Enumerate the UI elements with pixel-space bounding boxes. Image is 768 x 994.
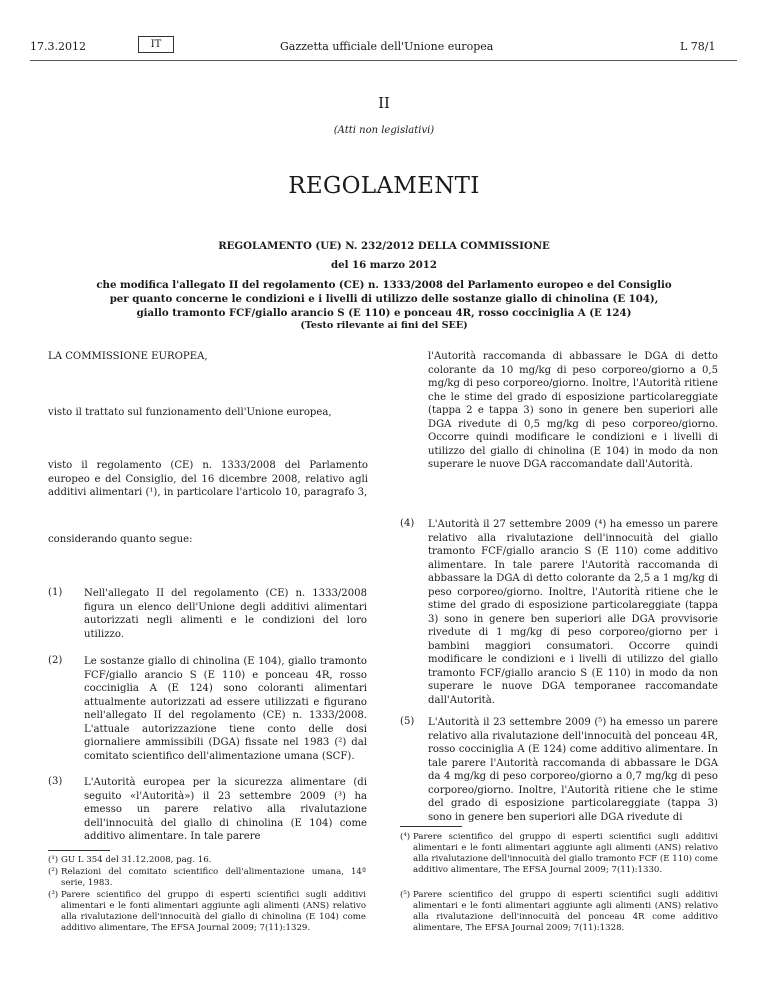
paragraph-5: L'Autorità il 23 settembre 2009 (⁵) ha emesso un parere relativo alla rivalutazione dell'innocuità del ponceau 4R, rosso cocciniglia A (E 124) come additivo alimentare. In tale parere l'Autorità raccomanda di abbassare le DGA da 4 mg/kg di peso corporeo/giorno a 0,7 mg/kg di peso corporeo/giorno. Inoltre, l'Autorità ritiene che le stime del grado di esposizione particolareggiate (tappa 3) sono in genere ben superiori alle DGA rivedute di — [428, 717, 718, 823]
language-badge: IT — [138, 36, 174, 53]
paragraph-1: Nell'allegato II del regolamento (CE) n. 1333/2008 figura un elenco dell'Unione degli additivi alimentari autorizzati negli alimenti e le condizioni del loro utilizzo. — [84, 588, 367, 640]
paragraph-number: (5) — [400, 716, 415, 727]
regulation-subject — [0, 278, 768, 320]
footnote-text: Parere scientifico del gruppo di esperti scientifici sugli additivi alimentari e le fonti alimentari aggiunte agli alimenti (ANS) relativo alla rivalutazione dell'innocuità del giallo di chinolina (E 104) come additivo alimentare, The EFSA Journal 2009; 7(11):1329. — [61, 890, 366, 933]
footnote-mark: (²) — [48, 867, 59, 877]
section-title: REGOLAMENTI — [288, 173, 480, 199]
footnote-text: Parere scientifico del gruppo di esperti scientifici sugli additivi alimentari e le fonti alimentari aggiunte agli alimenti (ANS) relativo alla rivalutazione dell'innocuità del ponceau 4R come additivo alimentare, The EFSA Journal 2009; 7(11):1328. — [413, 890, 718, 933]
paragraph-3: L'Autorità europea per la sicurezza alimentare (di seguito «l'Autorità») il 23 settembre 2009 (³) ha emesso un parere relativo alla rivalutazione dell'innocuità del giallo di chinolina (E 104) come additivo alimentare. In tale parere — [84, 777, 367, 842]
footnote-text: Relazioni del comitato scientifico dell'alimentazione umana, 14ª serie, 1983. — [61, 867, 366, 888]
paragraph-number: (3) — [48, 776, 63, 787]
eea-relevance: (Testo rilevante ai fini del SEE) — [300, 320, 468, 331]
paragraph-2: Le sostanze giallo di chinolina (E 104), giallo tramonto FCF/giallo arancio S (E 110) e ponceau 4R, rosso cocciniglia A (E 124) sono coloranti alimentari attualmente autorizzati ad essere utilizzati e figurano nell'allegato II del regolamento (CE) n. 1333/2008. L'attuale autorizzazione tiene conto delle dosi giornaliere ammissibili (DGA) fissate nel 1983 (²) dal comitato scientifico dell'alimentazione umana (SCF). — [84, 656, 367, 762]
footnote-mark: (⁵) — [400, 890, 411, 900]
recital-regulation: visto il regolamento (CE) n. 1333/2008 del Parlamento europeo e del Consiglio, del 16 dicembre 2008, relativo agli additivi alimentari (¹), in particolare l'articolo 10, paragrafo 3, — [48, 460, 368, 498]
footnote-rule — [48, 850, 110, 851]
footnote-text: Parere scientifico del gruppo di esperti scientifici sugli additivi alimentari e le fonti alimentari aggiunte agli alimenti (ANS) relativo alla rivalutazione dell'innocuità del giallo tramonto FCF (E 110) come additivo alimentare, The EFSA Journal 2009; 7(11):1330. — [413, 832, 718, 875]
footnote-3 — [48, 890, 368, 945]
subject-line: per quanto concerne le condizioni e i livelli di utilizzo delle sostanze giallo di chinolina (E 104), — [109, 293, 659, 305]
recital-treaty: visto il trattato sul funzionamento dell'Unione europea, — [48, 407, 332, 418]
subject-line: che modifica l'allegato II del regolamento (CE) n. 1333/2008 del Parlamento europeo e del Consiglio — [96, 279, 672, 291]
footnote-2 — [48, 867, 368, 889]
paragraph-number: (2) — [48, 655, 63, 666]
paragraph-3-continued: l'Autorità raccomanda di abbassare le DGA di detto colorante da 10 mg/kg di peso corporeo/giorno a 0,5 mg/kg di peso corporeo/giorno. Inoltre, l'Autorità ritiene che le stime del grado di esposizione particolareggiate (tappa 2 e tappa 3) sono in genere ben superiori alle DGA rivedute di 0,5 mg/kg di peso corporeo/giorno. Occorre quindi modificare le condizioni e i livelli di utilizzo del giallo di chinolina (E 104) in modo da non superare le nuove DGA raccomandate dall'Autorità. — [428, 351, 718, 470]
footnote-text: GU L 354 del 31.12.2008, pag. 16. — [61, 855, 212, 865]
footnote-mark: (⁴) — [400, 832, 411, 842]
journal-title: Gazzetta ufficiale dell'Unione europea — [280, 40, 494, 53]
part-number: II — [378, 94, 390, 112]
commission-heading: LA COMMISSIONE EUROPEA, — [48, 351, 208, 362]
footnote-rule — [400, 826, 462, 827]
regulation-number: REGOLAMENTO (UE) N. 232/2012 DELLA COMMISSIONE — [218, 240, 550, 252]
regulation-date: del 16 marzo 2012 — [331, 259, 437, 271]
whereas-intro: considerando quanto segue: — [48, 534, 193, 545]
header-rule — [30, 60, 737, 61]
footnote-4 — [400, 832, 718, 887]
page-number: L 78/1 — [680, 40, 716, 53]
footnote-mark: (³) — [48, 890, 59, 900]
paragraph-4: L'Autorità il 27 settembre 2009 (⁴) ha emesso un parere relativo alla rivalutazione dell'innocuità del giallo tramonto FCF/giallo arancio S (E 110) come additivo alimentare. In tale parere l'Autorità raccomanda di abbassare la DGA di detto colorante da 2,5 a 1 mg/kg di peso corporeo/giorno. Inoltre, l'Autorità ritiene che le stime del grado di esposizione particolareggiate (tappa 3) sono in genere ben superiori alle DGA provvisorie rivedute di 1 mg/kg di peso corporeo/giorno per i bambini maggiori consumatori. Occorre quindi modificare le condizioni e i livelli di utilizzo del giallo tramonto FCF/giallo arancio S (E 110) in modo da non superare le nuove DGA temporanee raccomandate dall'Autorità. — [428, 519, 718, 706]
publication-date: 17.3.2012 — [30, 40, 86, 53]
paragraph-number: (1) — [48, 587, 63, 598]
subject-line: giallo tramonto FCF/giallo arancio S (E 110) e ponceau 4R, rosso cocciniglia A (E 124) — [136, 307, 632, 319]
footnote-1 — [48, 855, 368, 866]
footnote-5 — [400, 890, 718, 945]
footnote-mark: (¹) — [48, 855, 59, 865]
paragraph-number: (4) — [400, 518, 415, 529]
acts-subtitle: (Atti non legislativi) — [333, 125, 435, 136]
